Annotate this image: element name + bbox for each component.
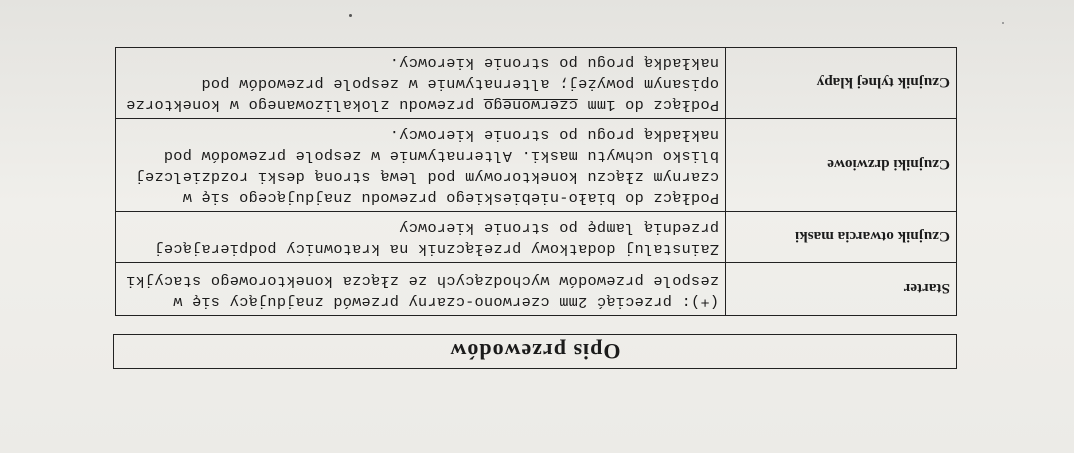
row-label: Starter [726, 263, 957, 316]
desc-part: Podłącz do 1mm [577, 96, 719, 114]
table-row [116, 48, 957, 119]
table-row [116, 263, 957, 316]
row-label: Czujnik otwarcia maski [726, 212, 957, 263]
row-description: Zainstaluj dodatkowy przełącznik na kratownicy podpierającej przednią lampę po stronie kierowcy [116, 212, 726, 263]
row-label: Czujnik tylnej klapy [726, 48, 957, 119]
page-title: Opis przewodów [113, 334, 957, 369]
wire-description-table [115, 47, 957, 316]
table-row [116, 119, 957, 212]
table-row [116, 212, 957, 263]
row-description: Podłącz do biało-niebieskiego przewodu znajdującego się w czarnym złączu konektorowym pod lewą stroną deski rozdzielczej blisko uchwytu maski. Alternatywnie w zespole przewodów pod nakładką progu po stronie kierowcy. [116, 119, 726, 212]
row-label: Czujniki drzwiowe [726, 119, 957, 212]
desc-underlined-part: czerwonego [483, 96, 578, 114]
row-description: (+): przeciąć 2mm czerwono-czarny przewód znajdujący się w zespole przewodów wychodzących ze złącza konektorowego stacyjki [116, 263, 726, 316]
desc-part: przewodu zlokalizowanego w konektorze opisanym powyżej; alternatywnie w zespole przewodów pod nakładką progu po stronie kierowcy. [125, 54, 719, 114]
row-description [116, 48, 726, 119]
